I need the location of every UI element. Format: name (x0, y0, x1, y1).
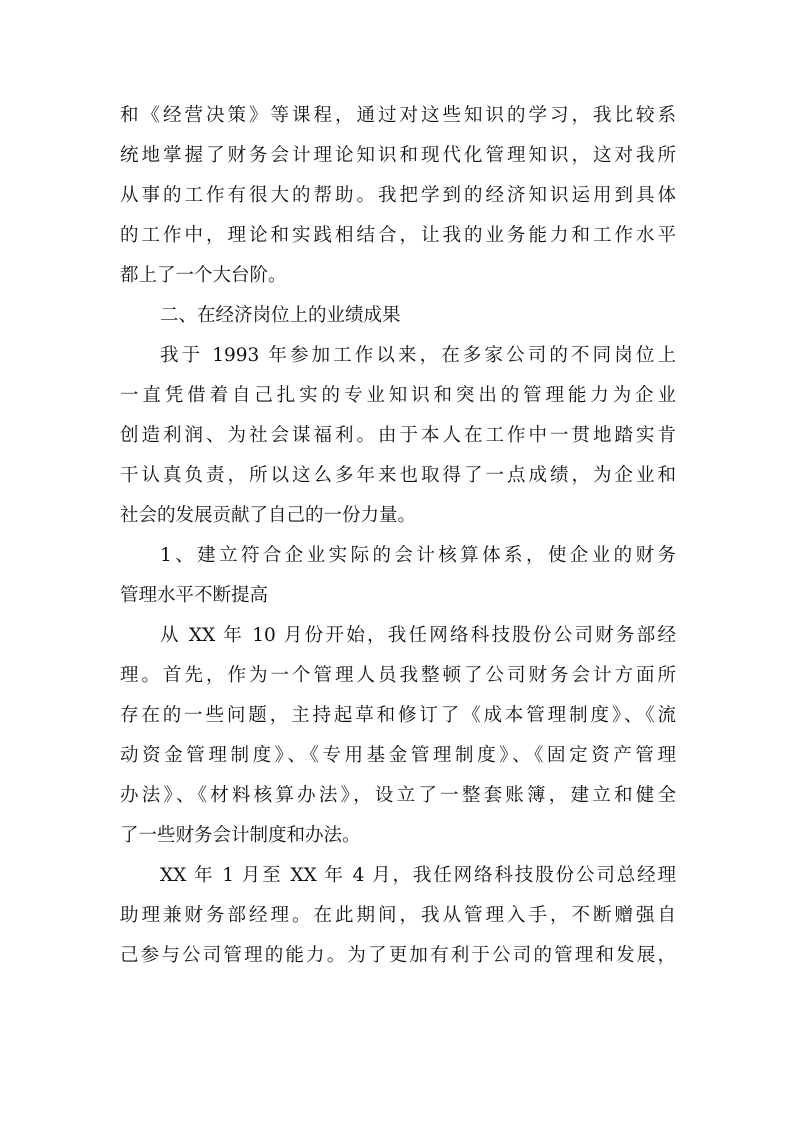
document-body (120, 96, 676, 976)
body-text-line: 一直凭借着自己扎实的专业知识和突出的管理能力为企业 (120, 385, 676, 406)
body-text-line: 干认真负责，所以这么多年来也取得了一点成绩，为企业和 (120, 465, 676, 486)
body-text-line: 动资金管理制度》、《专用基金管理制度》、《固定资产管理 (120, 745, 676, 766)
body-text-line: 己参与公司管理的能力。为了更加有利于公司的管理和发展， (120, 945, 676, 966)
body-text-line: XX 年 1 月至 XX 年 4 月，我任网络科技股份公司总经理 (160, 865, 676, 886)
subsection-heading: 1、建立符合企业实际的会计核算体系，使企业的财务 (160, 545, 676, 566)
body-text-line: 从 XX 年 10 月份开始，我任网络科技股份公司财务部经 (160, 625, 676, 646)
body-text-line: 统地掌握了财务会计理论知识和现代化管理知识，这对我所 (120, 145, 676, 166)
section-heading: 二、在经济岗位上的业绩成果 (160, 305, 401, 326)
body-text-line: 和《经营决策》等课程，通过对这些知识的学习，我比较系 (120, 105, 676, 126)
body-text-line: 创造利润、为社会谋福利。由于本人在工作中一贯地踏实肯 (120, 425, 676, 446)
body-text-line: 办法》、《材料核算办法》，设立了一整套账簿，建立和健全 (120, 785, 676, 806)
body-text-line: 我于 1993 年参加工作以来，在多家公司的不同岗位上 (160, 345, 676, 366)
body-text-line: 存在的一些问题，主持起草和修订了《成本管理制度》、《流 (120, 705, 676, 726)
body-text-line: 从事的工作有很大的帮助。我把学到的经济知识运用到具体 (120, 185, 676, 206)
body-text-line: 社会的发展贡献了自己的一份力量。 (120, 505, 417, 526)
body-text-line: 的工作中，理论和实践相结合，让我的业务能力和工作水平 (120, 225, 676, 246)
body-text-line: 都上了一个大台阶。 (120, 265, 287, 286)
body-text-line: 助理兼财务部经理。在此期间，我从管理入手，不断赠强自 (120, 905, 676, 926)
subsection-heading: 管理水平不断提高 (120, 585, 269, 606)
body-text-line: 理。首先，作为一个管理人员我整顿了公司财务会计方面所 (120, 665, 676, 686)
body-text-line: 了一些财务会计制度和办法。 (120, 825, 361, 846)
